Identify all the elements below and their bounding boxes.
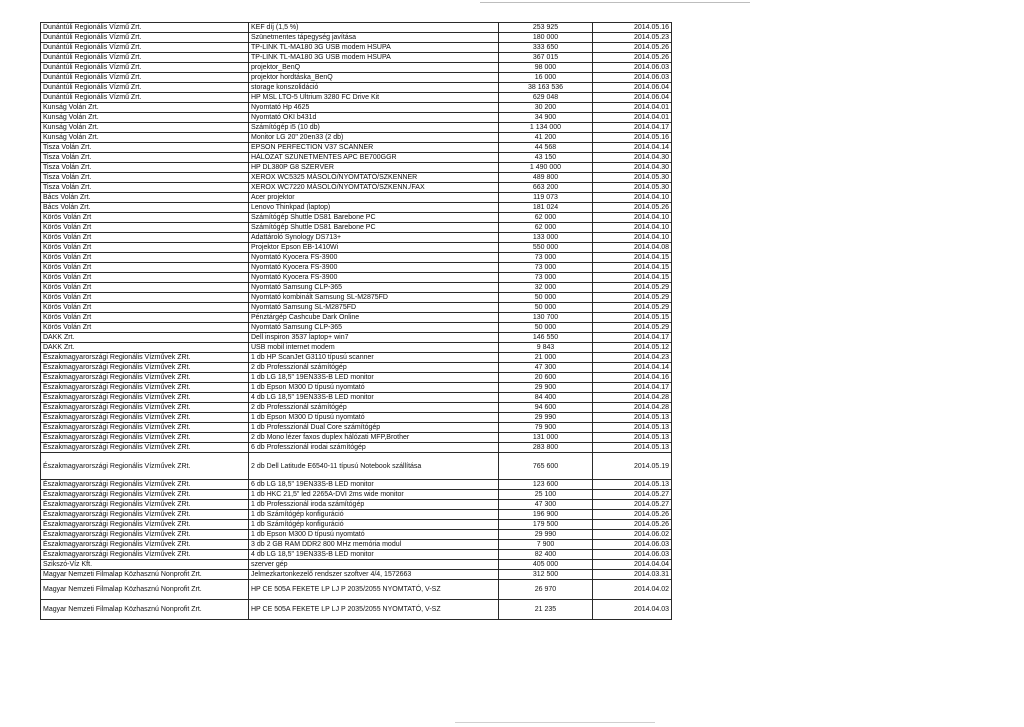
date-cell: 2014.04.17 xyxy=(593,383,672,393)
table-row xyxy=(41,373,672,383)
table-row xyxy=(41,490,672,500)
date-cell: 2014.04.10 xyxy=(593,233,672,243)
amount-cell: 367 015 xyxy=(499,53,593,63)
amount-cell: 130 700 xyxy=(499,313,593,323)
table-row xyxy=(41,570,672,580)
amount-cell: 25 100 xyxy=(499,490,593,500)
amount-cell: 41 200 xyxy=(499,133,593,143)
amount-cell: 1 490 000 xyxy=(499,163,593,173)
date-cell: 2014.04.28 xyxy=(593,393,672,403)
amount-cell: 32 000 xyxy=(499,283,593,293)
organization-cell: Magyar Nemzeti Filmalap Közhasznú Nonprofit Zrt. xyxy=(41,600,249,620)
date-cell: 2014.04.15 xyxy=(593,273,672,283)
amount-cell: 131 000 xyxy=(499,433,593,443)
table-row xyxy=(41,73,672,83)
table-row xyxy=(41,510,672,520)
table-row xyxy=(41,423,672,433)
item-description-cell: HP CE 505A FEKETE LP LJ P 2035/2055 NYOMTATÓ, V-SZ xyxy=(249,600,499,620)
item-description-cell: KEF díj (1,5 %) xyxy=(249,23,499,33)
table-row xyxy=(41,530,672,540)
table-row xyxy=(41,480,672,490)
date-cell: 2014.04.01 xyxy=(593,103,672,113)
organization-cell: Dunántúli Regionális Vízmű Zrt. xyxy=(41,93,249,103)
date-cell: 2014.05.13 xyxy=(593,423,672,433)
date-cell: 2014.05.12 xyxy=(593,343,672,353)
item-description-cell: XEROX WC5325 MÁSOLÓ/NYOMTATÓ/SZKENNER xyxy=(249,173,499,183)
date-cell: 2014.04.10 xyxy=(593,213,672,223)
organization-cell: Északmagyarországi Regionális Vízművek ZRt. xyxy=(41,530,249,540)
organization-cell: Körös Volán Zrt xyxy=(41,263,249,273)
item-description-cell: storage konszolidáció xyxy=(249,83,499,93)
organization-cell: Északmagyarországi Regionális Vízművek ZRt. xyxy=(41,443,249,453)
date-cell: 2014.06.04 xyxy=(593,93,672,103)
date-cell: 2014.04.15 xyxy=(593,253,672,263)
table-row xyxy=(41,163,672,173)
table-row xyxy=(41,103,672,113)
amount-cell: 1 134 000 xyxy=(499,123,593,133)
table-row xyxy=(41,93,672,103)
date-cell: 2014.05.16 xyxy=(593,133,672,143)
item-description-cell: TP-LINK TL-MA180 3G USB modem HSUPA xyxy=(249,53,499,63)
amount-cell: 629 048 xyxy=(499,93,593,103)
date-cell: 2014.05.13 xyxy=(593,480,672,490)
amount-cell: 21 000 xyxy=(499,353,593,363)
organization-cell: Körös Volán Zrt xyxy=(41,213,249,223)
date-cell: 2014.05.30 xyxy=(593,173,672,183)
page-bottom-rule xyxy=(455,722,655,723)
item-description-cell: Szünetmentes tápegység javítása xyxy=(249,33,499,43)
date-cell: 2014.06.03 xyxy=(593,550,672,560)
organization-cell: Kunság Volán Zrt. xyxy=(41,133,249,143)
table-row xyxy=(41,173,672,183)
organization-cell: Északmagyarországi Regionális Vízművek ZRt. xyxy=(41,353,249,363)
amount-cell: 84 400 xyxy=(499,393,593,403)
item-description-cell: 2 db Professzionál számítógép xyxy=(249,403,499,413)
item-description-cell: szerver gép xyxy=(249,560,499,570)
item-description-cell: 1 db Professzionál iroda számítógép xyxy=(249,500,499,510)
amount-cell: 179 500 xyxy=(499,520,593,530)
organization-cell: Körös Volán Zrt xyxy=(41,293,249,303)
organization-cell: Kunság Volán Zrt. xyxy=(41,103,249,113)
item-description-cell: 4 db LG 18,5" 19EN33S-B LED monitor xyxy=(249,550,499,560)
organization-cell: Északmagyarországi Regionális Vízművek ZRt. xyxy=(41,550,249,560)
organization-cell: Északmagyarországi Regionális Vízművek ZRt. xyxy=(41,500,249,510)
table-row xyxy=(41,273,672,283)
item-description-cell: Számítógép i5 (10 db) xyxy=(249,123,499,133)
date-cell: 2014.06.03 xyxy=(593,63,672,73)
amount-cell: 50 000 xyxy=(499,303,593,313)
organization-cell: Tisza Volán Zrt. xyxy=(41,183,249,193)
table-row xyxy=(41,293,672,303)
item-description-cell: 3 db 2 GB RAM DDR2 800 MHz memória modul xyxy=(249,540,499,550)
date-cell: 2014.05.29 xyxy=(593,323,672,333)
amount-cell: 50 000 xyxy=(499,323,593,333)
item-description-cell: Számítógép Shuttle DS81 Barebone PC xyxy=(249,213,499,223)
amount-cell: 34 900 xyxy=(499,113,593,123)
organization-cell: Északmagyarországi Regionális Vízművek ZRt. xyxy=(41,383,249,393)
organization-cell: Tisza Volán Zrt. xyxy=(41,153,249,163)
item-description-cell: 1 db Epson M300 D típusú nyomtató xyxy=(249,383,499,393)
table-row xyxy=(41,500,672,510)
organization-cell: Északmagyarországi Regionális Vízművek ZRt. xyxy=(41,403,249,413)
amount-cell: 26 970 xyxy=(499,580,593,600)
organization-cell: DAKK Zrt. xyxy=(41,343,249,353)
date-cell: 2014.03.31 xyxy=(593,570,672,580)
item-description-cell: Nyomtató Hp 4625 xyxy=(249,103,499,113)
organization-cell: Északmagyarországi Regionális Vízművek ZRt. xyxy=(41,393,249,403)
date-cell: 2014.04.16 xyxy=(593,373,672,383)
date-cell: 2014.04.04 xyxy=(593,560,672,570)
amount-cell: 489 800 xyxy=(499,173,593,183)
organization-cell: Északmagyarországi Regionális Vízművek ZRt. xyxy=(41,540,249,550)
item-description-cell: Lenovo Thinkpad (laptop) xyxy=(249,203,499,213)
amount-cell: 44 568 xyxy=(499,143,593,153)
amount-cell: 7 900 xyxy=(499,540,593,550)
item-description-cell: 4 db LG 18,5" 19EN33S-B LED monitor xyxy=(249,393,499,403)
procurement-table xyxy=(40,22,672,620)
organization-cell: Körös Volán Zrt xyxy=(41,223,249,233)
item-description-cell: TP-LINK TL-MA180 3G USB modem HSUPA xyxy=(249,43,499,53)
table-row xyxy=(41,353,672,363)
organization-cell: Körös Volán Zrt xyxy=(41,313,249,323)
item-description-cell: HP CE 505A FEKETE LP LJ P 2035/2055 NYOMTATÓ, V-SZ xyxy=(249,580,499,600)
amount-cell: 29 990 xyxy=(499,413,593,423)
item-description-cell: 1 db LG 18,5" 19EN33S-B LED monitor xyxy=(249,373,499,383)
amount-cell: 73 000 xyxy=(499,253,593,263)
date-cell: 2014.04.30 xyxy=(593,163,672,173)
amount-cell: 9 843 xyxy=(499,343,593,353)
table-row xyxy=(41,53,672,63)
organization-cell: Tisza Volán Zrt. xyxy=(41,173,249,183)
date-cell: 2014.04.17 xyxy=(593,123,672,133)
amount-cell: 30 200 xyxy=(499,103,593,113)
table-row xyxy=(41,580,672,600)
table-row xyxy=(41,433,672,443)
amount-cell: 663 200 xyxy=(499,183,593,193)
item-description-cell: Monitor LG 20" 20en33 (2 db) xyxy=(249,133,499,143)
item-description-cell: USB mobil internet modem xyxy=(249,343,499,353)
organization-cell: Körös Volán Zrt xyxy=(41,283,249,293)
item-description-cell: Jelmezkartonkezelő rendszer szoftver 4/4, 1572663 xyxy=(249,570,499,580)
item-description-cell: 2 db Professzionál számítógép xyxy=(249,363,499,373)
organization-cell: Dunántúli Regionális Vízmű Zrt. xyxy=(41,33,249,43)
organization-cell: Északmagyarországi Regionális Vízművek ZRt. xyxy=(41,373,249,383)
item-description-cell: Nyomtató Kyocera FS-3900 xyxy=(249,263,499,273)
amount-cell: 47 300 xyxy=(499,500,593,510)
amount-cell: 119 073 xyxy=(499,193,593,203)
amount-cell: 123 600 xyxy=(499,480,593,490)
amount-cell: 283 800 xyxy=(499,443,593,453)
date-cell: 2014.06.03 xyxy=(593,540,672,550)
date-cell: 2014.04.30 xyxy=(593,153,672,163)
date-cell: 2014.05.26 xyxy=(593,53,672,63)
table-row xyxy=(41,243,672,253)
item-description-cell: projektor_BenQ xyxy=(249,63,499,73)
organization-cell: Északmagyarországi Regionális Vízművek ZRt. xyxy=(41,363,249,373)
amount-cell: 62 000 xyxy=(499,223,593,233)
table-row xyxy=(41,560,672,570)
amount-cell: 253 925 xyxy=(499,23,593,33)
amount-cell: 73 000 xyxy=(499,263,593,273)
organization-cell: Körös Volán Zrt xyxy=(41,273,249,283)
date-cell: 2014.04.15 xyxy=(593,263,672,273)
amount-cell: 29 990 xyxy=(499,530,593,540)
date-cell: 2014.06.02 xyxy=(593,530,672,540)
table-row xyxy=(41,303,672,313)
table-row xyxy=(41,213,672,223)
item-description-cell: Projektor Epson EB-1410Wi xyxy=(249,243,499,253)
organization-cell: Dunántúli Regionális Vízmű Zrt. xyxy=(41,43,249,53)
organization-cell: Bács Volán Zrt. xyxy=(41,193,249,203)
page-top-rule xyxy=(480,2,750,3)
amount-cell: 50 000 xyxy=(499,293,593,303)
item-description-cell: 2 db Dell Latitude E6540-11 típusú Notebook szállítása xyxy=(249,453,499,480)
organization-cell: Körös Volán Zrt xyxy=(41,253,249,263)
item-description-cell: Nyomtató Samsung SL-M2875FD xyxy=(249,303,499,313)
date-cell: 2014.05.29 xyxy=(593,293,672,303)
amount-cell: 550 000 xyxy=(499,243,593,253)
amount-cell: 38 163 536 xyxy=(499,83,593,93)
amount-cell: 20 600 xyxy=(499,373,593,383)
amount-cell: 79 900 xyxy=(499,423,593,433)
table-row xyxy=(41,253,672,263)
organization-cell: Dunántúli Regionális Vízmű Zrt. xyxy=(41,53,249,63)
item-description-cell: Nyomtató OKI b431d xyxy=(249,113,499,123)
date-cell: 2014.05.30 xyxy=(593,183,672,193)
organization-cell: Északmagyarországi Regionális Vízművek ZRt. xyxy=(41,423,249,433)
organization-cell: Bács Volán Zrt. xyxy=(41,203,249,213)
organization-cell: Magyar Nemzeti Filmalap Közhasznú Nonprofit Zrt. xyxy=(41,570,249,580)
date-cell: 2014.05.13 xyxy=(593,413,672,423)
table-row xyxy=(41,113,672,123)
date-cell: 2014.04.23 xyxy=(593,353,672,363)
date-cell: 2014.05.29 xyxy=(593,303,672,313)
table-row xyxy=(41,263,672,273)
organization-cell: Északmagyarországi Regionális Vízművek ZRt. xyxy=(41,433,249,443)
amount-cell: 405 000 xyxy=(499,560,593,570)
amount-cell: 196 900 xyxy=(499,510,593,520)
date-cell: 2014.05.16 xyxy=(593,23,672,33)
table-row xyxy=(41,233,672,243)
item-description-cell: Dell inspiron 3537 laptop+ win7 xyxy=(249,333,499,343)
date-cell: 2014.06.04 xyxy=(593,83,672,93)
amount-cell: 29 900 xyxy=(499,383,593,393)
item-description-cell: 2 db Mono lézer faxos duplex hálózati MFP,Brother xyxy=(249,433,499,443)
item-description-cell: Adattároló Synology DS713+ xyxy=(249,233,499,243)
organization-cell: Körös Volán Zrt xyxy=(41,233,249,243)
organization-cell: Dunántúli Regionális Vízmű Zrt. xyxy=(41,83,249,93)
date-cell: 2014.05.15 xyxy=(593,313,672,323)
item-description-cell: projektor hordtáska_BenQ xyxy=(249,73,499,83)
organization-cell: Tisza Volán Zrt. xyxy=(41,163,249,173)
date-cell: 2014.05.29 xyxy=(593,283,672,293)
date-cell: 2014.06.03 xyxy=(593,73,672,83)
amount-cell: 181 024 xyxy=(499,203,593,213)
date-cell: 2014.04.01 xyxy=(593,113,672,123)
amount-cell: 146 550 xyxy=(499,333,593,343)
item-description-cell: 6 db LG 18,5" 19EN33S-B LED monitor xyxy=(249,480,499,490)
table-row xyxy=(41,183,672,193)
procurement-table-body xyxy=(41,23,672,620)
item-description-cell: 1 db Számítógép konfiguráció xyxy=(249,520,499,530)
date-cell: 2014.04.28 xyxy=(593,403,672,413)
item-description-cell: Nyomtató Samsung CLP-365 xyxy=(249,283,499,293)
organization-cell: Kunság Volán Zrt. xyxy=(41,123,249,133)
item-description-cell: HÁLÓZAT SZÜNETMENTES APC BE700GGR xyxy=(249,153,499,163)
table-row xyxy=(41,43,672,53)
table-row xyxy=(41,193,672,203)
item-description-cell: 1 db Epson M300 D típusú nyomtató xyxy=(249,413,499,423)
table-row xyxy=(41,413,672,423)
organization-cell: Szikszó-Víz Kft. xyxy=(41,560,249,570)
organization-cell: Körös Volán Zrt xyxy=(41,323,249,333)
item-description-cell: HP MSL LTO-5 Ultrium 3280 FC Drive Kit xyxy=(249,93,499,103)
table-row xyxy=(41,83,672,93)
item-description-cell: Nyomtató Kyocera FS-3900 xyxy=(249,273,499,283)
item-description-cell: Acer projektor xyxy=(249,193,499,203)
organization-cell: Körös Volán Zrt xyxy=(41,303,249,313)
item-description-cell: 6 db Professzionál irodai számítógép xyxy=(249,443,499,453)
table-row xyxy=(41,153,672,163)
organization-cell: Magyar Nemzeti Filmalap Közhasznú Nonprofit Zrt. xyxy=(41,580,249,600)
date-cell: 2014.04.10 xyxy=(593,193,672,203)
date-cell: 2014.05.26 xyxy=(593,43,672,53)
table-row xyxy=(41,383,672,393)
table-row xyxy=(41,203,672,213)
item-description-cell: 1 db Professzionál Dual Core számítógép xyxy=(249,423,499,433)
date-cell: 2014.05.13 xyxy=(593,433,672,443)
item-description-cell: XEROX WC7220 MÁSOLÓ/NYOMTATÓ/SZKENN./FAX xyxy=(249,183,499,193)
item-description-cell: HP DL380P G8 SZERVER xyxy=(249,163,499,173)
organization-cell: Északmagyarországi Regionális Vízművek ZRt. xyxy=(41,453,249,480)
organization-cell: Északmagyarországi Regionális Vízművek ZRt. xyxy=(41,490,249,500)
date-cell: 2014.05.26 xyxy=(593,510,672,520)
date-cell: 2014.05.26 xyxy=(593,520,672,530)
date-cell: 2014.05.13 xyxy=(593,443,672,453)
amount-cell: 21 235 xyxy=(499,600,593,620)
table-row xyxy=(41,363,672,373)
amount-cell: 82 400 xyxy=(499,550,593,560)
table-row xyxy=(41,133,672,143)
organization-cell: Tisza Volán Zrt. xyxy=(41,143,249,153)
amount-cell: 47 300 xyxy=(499,363,593,373)
date-cell: 2014.05.19 xyxy=(593,453,672,480)
organization-cell: DAKK Zrt. xyxy=(41,333,249,343)
table-row xyxy=(41,33,672,43)
amount-cell: 94 600 xyxy=(499,403,593,413)
item-description-cell: 1 db HKC 21,5" led 2265A-DVI 2ms wide monitor xyxy=(249,490,499,500)
amount-cell: 73 000 xyxy=(499,273,593,283)
table-row xyxy=(41,550,672,560)
item-description-cell: EPSON PERFECTION V37 SCANNER xyxy=(249,143,499,153)
item-description-cell: Pénztárgép Cashcube Dark Online xyxy=(249,313,499,323)
organization-cell: Dunántúli Regionális Vízmű Zrt. xyxy=(41,63,249,73)
organization-cell: Körös Volán Zrt xyxy=(41,243,249,253)
amount-cell: 98 000 xyxy=(499,63,593,73)
item-description-cell: Nyomtató kombinált Samsung SL-M2875FD xyxy=(249,293,499,303)
table-row xyxy=(41,283,672,293)
table-row xyxy=(41,333,672,343)
table-row xyxy=(41,23,672,33)
table-row xyxy=(41,323,672,333)
date-cell: 2014.04.10 xyxy=(593,223,672,233)
organization-cell: Dunántúli Regionális Vízmű Zrt. xyxy=(41,23,249,33)
table-row xyxy=(41,403,672,413)
table-row xyxy=(41,453,672,480)
table-row xyxy=(41,143,672,153)
organization-cell: Kunság Volán Zrt. xyxy=(41,113,249,123)
organization-cell: Északmagyarországi Regionális Vízművek ZRt. xyxy=(41,480,249,490)
amount-cell: 333 650 xyxy=(499,43,593,53)
organization-cell: Északmagyarországi Regionális Vízművek ZRt. xyxy=(41,510,249,520)
date-cell: 2014.04.17 xyxy=(593,333,672,343)
amount-cell: 43 150 xyxy=(499,153,593,163)
amount-cell: 133 000 xyxy=(499,233,593,243)
table-row xyxy=(41,443,672,453)
date-cell: 2014.05.23 xyxy=(593,33,672,43)
date-cell: 2014.05.27 xyxy=(593,490,672,500)
amount-cell: 312 500 xyxy=(499,570,593,580)
amount-cell: 62 000 xyxy=(499,213,593,223)
date-cell: 2014.04.14 xyxy=(593,363,672,373)
organization-cell: Dunántúli Regionális Vízmű Zrt. xyxy=(41,73,249,83)
table-row xyxy=(41,520,672,530)
amount-cell: 180 000 xyxy=(499,33,593,43)
date-cell: 2014.04.02 xyxy=(593,580,672,600)
table-row xyxy=(41,123,672,133)
table-row xyxy=(41,343,672,353)
item-description-cell: Nyomtató Samsung CLP-365 xyxy=(249,323,499,333)
item-description-cell: Nyomtató Kyocera FS-3900 xyxy=(249,253,499,263)
table-row xyxy=(41,540,672,550)
date-cell: 2014.05.26 xyxy=(593,203,672,213)
amount-cell: 16 000 xyxy=(499,73,593,83)
table-row xyxy=(41,313,672,323)
table-row xyxy=(41,223,672,233)
table-row xyxy=(41,63,672,73)
organization-cell: Északmagyarországi Regionális Vízművek ZRt. xyxy=(41,413,249,423)
item-description-cell: Számítógép Shuttle DS81 Barebone PC xyxy=(249,223,499,233)
date-cell: 2014.04.14 xyxy=(593,143,672,153)
date-cell: 2014.04.08 xyxy=(593,243,672,253)
date-cell: 2014.05.27 xyxy=(593,500,672,510)
organization-cell: Északmagyarországi Regionális Vízművek ZRt. xyxy=(41,520,249,530)
item-description-cell: 1 db HP ScanJet G3110 típusú scanner xyxy=(249,353,499,363)
table-row xyxy=(41,393,672,403)
amount-cell: 765 600 xyxy=(499,453,593,480)
table-row xyxy=(41,600,672,620)
item-description-cell: 1 db Számítógép konfiguráció xyxy=(249,510,499,520)
item-description-cell: 1 db Epson M300 D típusú nyomtató xyxy=(249,530,499,540)
date-cell: 2014.04.03 xyxy=(593,600,672,620)
